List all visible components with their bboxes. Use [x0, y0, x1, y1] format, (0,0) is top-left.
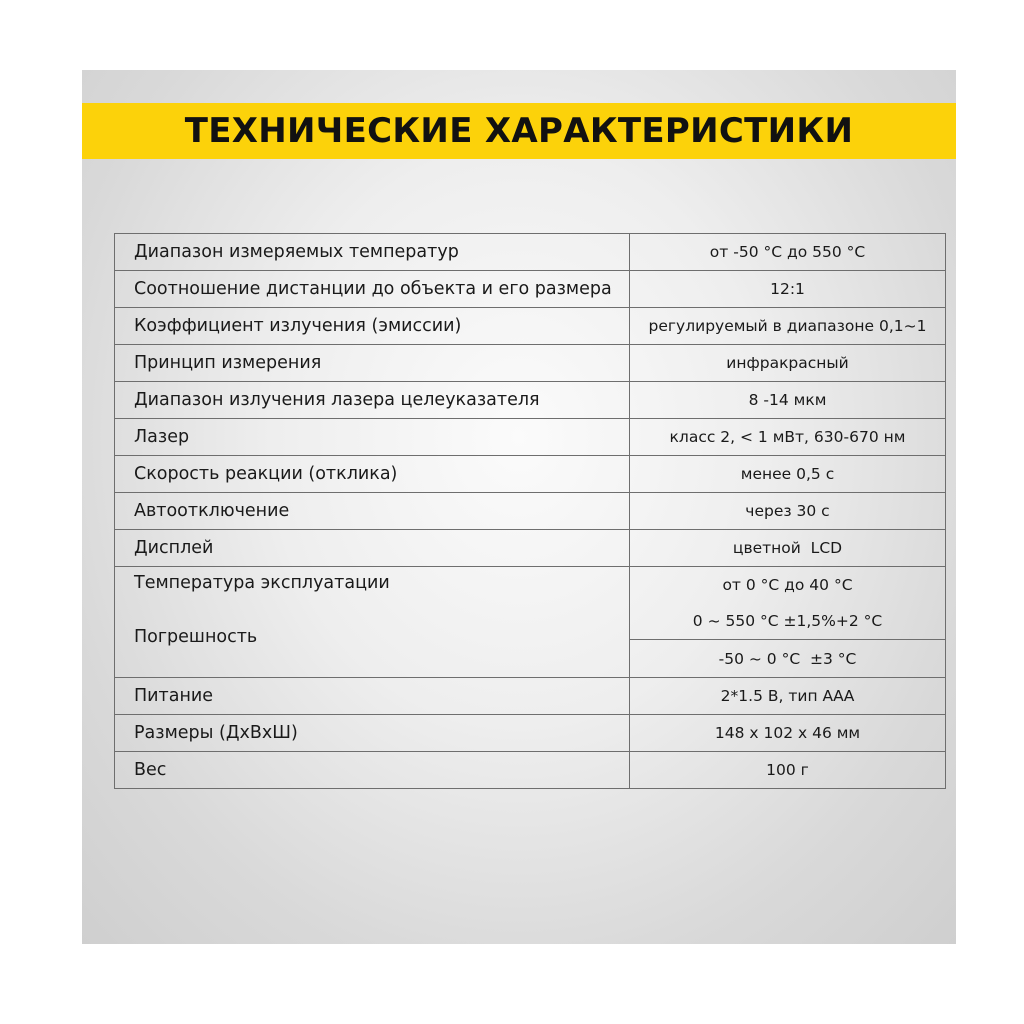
- table-row: [115, 382, 946, 419]
- spec-value: инфракрасный: [630, 345, 946, 382]
- accuracy-value-negative: -50 ~ 0 °С ±3 °С: [630, 639, 945, 677]
- spec-value: 8 -14 мкм: [630, 382, 946, 419]
- spec-label: Принцип измерения: [115, 345, 630, 382]
- table-row: [115, 678, 946, 715]
- spec-label: Диапазон излучения лазера целеуказателя: [115, 382, 630, 419]
- merged-value-cell: [630, 567, 946, 678]
- spec-label: Коэффициент излучения (эмиссии): [115, 308, 630, 345]
- spec-label: Размеры (ДхВхШ): [115, 715, 630, 752]
- spec-label: Диапазон измеряемых температур: [115, 234, 630, 271]
- merged-label-cell: [115, 567, 630, 678]
- spec-panel: [82, 70, 956, 944]
- table-row-merged: [115, 567, 946, 678]
- title-banner: [82, 103, 956, 159]
- table-row: [115, 715, 946, 752]
- spec-label: Дисплей: [115, 530, 630, 567]
- spec-value: регулируемый в диапазоне 0,1~1: [630, 308, 946, 345]
- spec-value: 12:1: [630, 271, 946, 308]
- spec-value: цветной LCD: [630, 530, 946, 567]
- spec-value: 148 х 102 х 46 мм: [630, 715, 946, 752]
- spec-value: 2*1.5 В, тип ААА: [630, 678, 946, 715]
- page-title: ТЕХНИЧЕСКИЕ ХАРАКТЕРИСТИКИ: [184, 111, 854, 151]
- spec-label: Соотношение дистанции до объекта и его размера: [115, 271, 630, 308]
- spec-value: через 30 с: [630, 493, 946, 530]
- table-row: [115, 456, 946, 493]
- spec-label: Питание: [115, 678, 630, 715]
- spec-value: менее 0,5 с: [630, 456, 946, 493]
- table-row: [115, 752, 946, 789]
- table-row: [115, 234, 946, 271]
- spec-table: [114, 233, 946, 789]
- spec-value: класс 2, < 1 мВт, 630-670 нм: [630, 419, 946, 456]
- spec-label: Скорость реакции (отклика): [115, 456, 630, 493]
- table-row: [115, 271, 946, 308]
- spec-value: от -50 °С до 550 °С: [630, 234, 946, 271]
- spec-label: Вес: [115, 752, 630, 789]
- table-row: [115, 419, 946, 456]
- accuracy-label: Погрешность: [134, 627, 258, 647]
- spec-value: 100 г: [630, 752, 946, 789]
- operating-temperature-label: Температура эксплуатации: [134, 573, 390, 593]
- operating-temperature-value: от 0 °С до 40 °С: [722, 576, 853, 594]
- spec-label: Лазер: [115, 419, 630, 456]
- table-row: [115, 493, 946, 530]
- accuracy-value-positive: 0 ~ 550 °С ±1,5%+2 °С: [692, 612, 883, 630]
- table-row: [115, 530, 946, 567]
- spec-label: Автоотключение: [115, 493, 630, 530]
- table-row: [115, 308, 946, 345]
- table-row: [115, 345, 946, 382]
